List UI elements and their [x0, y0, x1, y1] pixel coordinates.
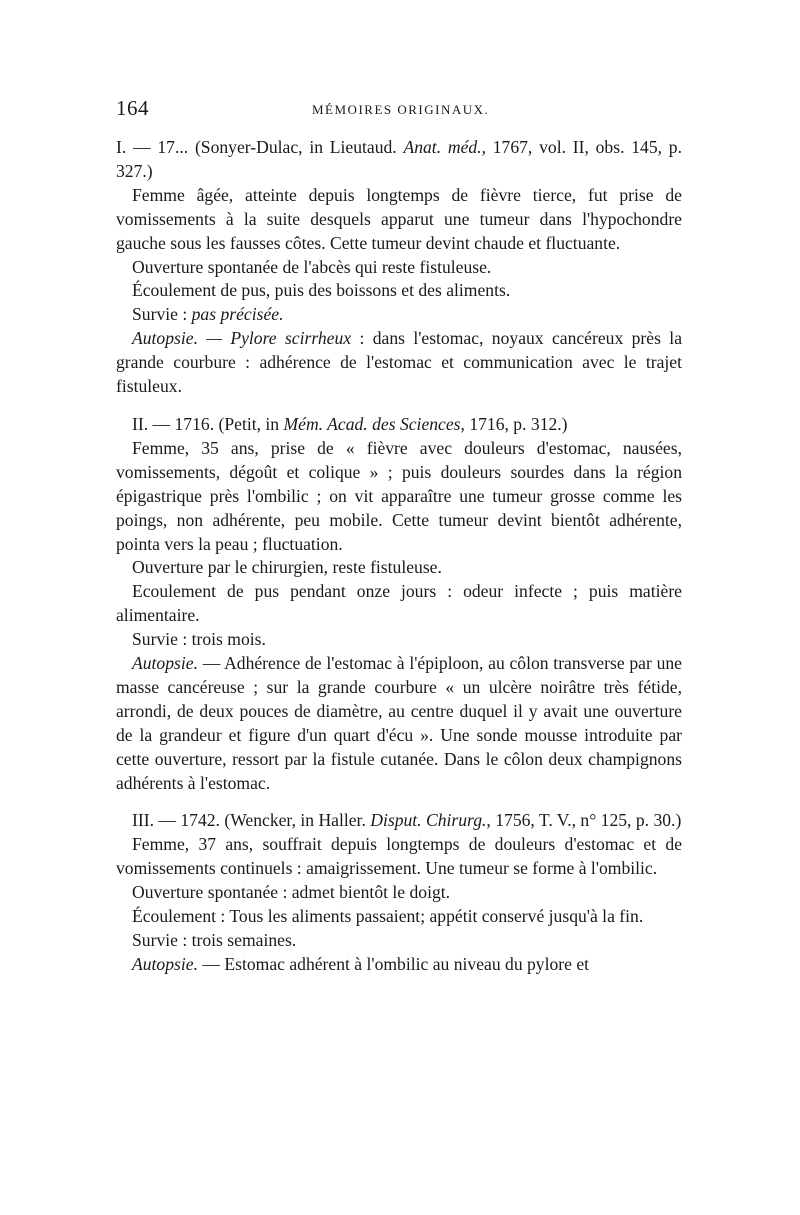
text-run: , 1756, T. V., n° 125, p. 30.): [486, 810, 682, 831]
paragraph: [116, 953, 682, 977]
page-header: [116, 96, 680, 126]
paragraph: [116, 256, 682, 280]
text-run: : dans l'estomac, noyaux cancéreux près la grande courbure : adhérence de l'estomac et communication avec le trajet fistuleux.: [116, 328, 682, 397]
text-run: Survie : trois semaines.: [132, 930, 297, 950]
case-block: [116, 136, 682, 399]
paragraph: [116, 580, 682, 628]
body-text: [116, 136, 682, 977]
text-run: Survie :: [132, 304, 192, 325]
text-run: II. — 1716. (Petit, in: [132, 413, 284, 434]
text-run: Ouverture par le chirurgien, reste fistuleuse.: [132, 557, 442, 578]
text-run: Ecoulement de pus pendant onze jours : odeur infecte ; puis matière alimentaire.: [116, 581, 682, 626]
text-run: Écoulement de pus, puis des boissons et des aliments.: [132, 280, 511, 301]
text-run: Femme, 37 ans, souffrait depuis longtemps de douleurs d'estomac et de vomissements continuels : amaigrissement. Une tumeur se forme à l'ombilic.: [116, 834, 682, 879]
running-head: MÉMOIRES ORIGINAUX.: [312, 102, 490, 117]
italic-text: pas précisée.: [191, 304, 284, 325]
paragraph: [116, 413, 682, 437]
paragraph: [116, 184, 682, 256]
paragraph: [116, 437, 682, 557]
paragraph: [116, 809, 682, 833]
text-run: I. — 17... (Sonyer-Dulac, in Lieutaud.: [116, 137, 404, 157]
paragraph: [116, 327, 682, 399]
text-run: Femme, 35 ans, prise de « fièvre avec douleurs d'estomac, nausées, vomissements, dégoût et colique » ; puis douleurs sourdes dans la région épigastrique près l'ombilic ; on vit apparaître une tumeur grosse comme les poings, non adhérente, peu mobile. Cette tumeur devint bientôt adhérente, pointa vers la peau ; fluctuation.: [116, 437, 682, 554]
text-run: Survie : trois mois.: [132, 629, 266, 650]
paragraph: [116, 136, 682, 184]
italic-text: Autopsie.: [132, 653, 198, 674]
text-run: Écoulement : Tous les aliments passaient; appétit conservé jusqu'à la fin.: [132, 906, 644, 927]
text-run: Ouverture spontanée de l'abcès qui reste fistuleuse.: [132, 256, 492, 277]
paragraph: [116, 556, 682, 580]
case-block: [116, 809, 682, 976]
italic-text: Mém. Acad. des Sciences: [283, 413, 461, 434]
paragraph: [116, 833, 682, 881]
paragraph: [116, 279, 682, 303]
paragraph: [116, 628, 682, 652]
paragraph: [116, 303, 682, 327]
text-run: III. — 1742. (Wencker, in Haller.: [132, 810, 371, 831]
paragraph: [116, 905, 682, 929]
italic-text: Anat. méd.: [403, 137, 482, 157]
italic-text: Autopsie.: [132, 953, 198, 974]
text-run: Ouverture spontanée : admet bientôt le doigt.: [132, 882, 451, 903]
paragraph: [116, 881, 682, 905]
italic-text: Disput. Chirurg.: [370, 810, 487, 831]
text-run: , 1767, vol. II, obs. 145, p. 327.): [116, 137, 682, 181]
text-run: Femme âgée, atteinte depuis longtemps de fièvre tierce, fut prise de vomissements à la suite desquels apparut une tumeur dans l'hypochondre gauche sous les fausses côtes. Cette tumeur devint chaude et fluctuante.: [116, 184, 682, 253]
italic-text: Autopsie. — Pylore scirrheux: [132, 328, 352, 349]
page-number: 164: [116, 96, 149, 120]
case-block: [116, 413, 682, 796]
paragraph: [116, 929, 682, 953]
text-run: , 1716, p. 312.): [460, 413, 568, 434]
text-run: — Estomac adhérent à l'ombilic au niveau du pylore et: [197, 953, 590, 974]
paragraph: [116, 652, 682, 795]
text-run: — Adhérence de l'estomac à l'épiploon, au côlon transverse par une masse cancéreuse ; sur la grande courbure « un ulcère noirâtre très fétide, arrondi, de deux pouces de diamètre, au centre duquel il y avait une ouverture de la grandeur et figure d'un quart d'écu ». Une sonde mousse introduite par cette ouverture, ressort par la fistule cutanée. Dans le côlon deux champignons adhérents à l'estomac.: [116, 653, 682, 793]
